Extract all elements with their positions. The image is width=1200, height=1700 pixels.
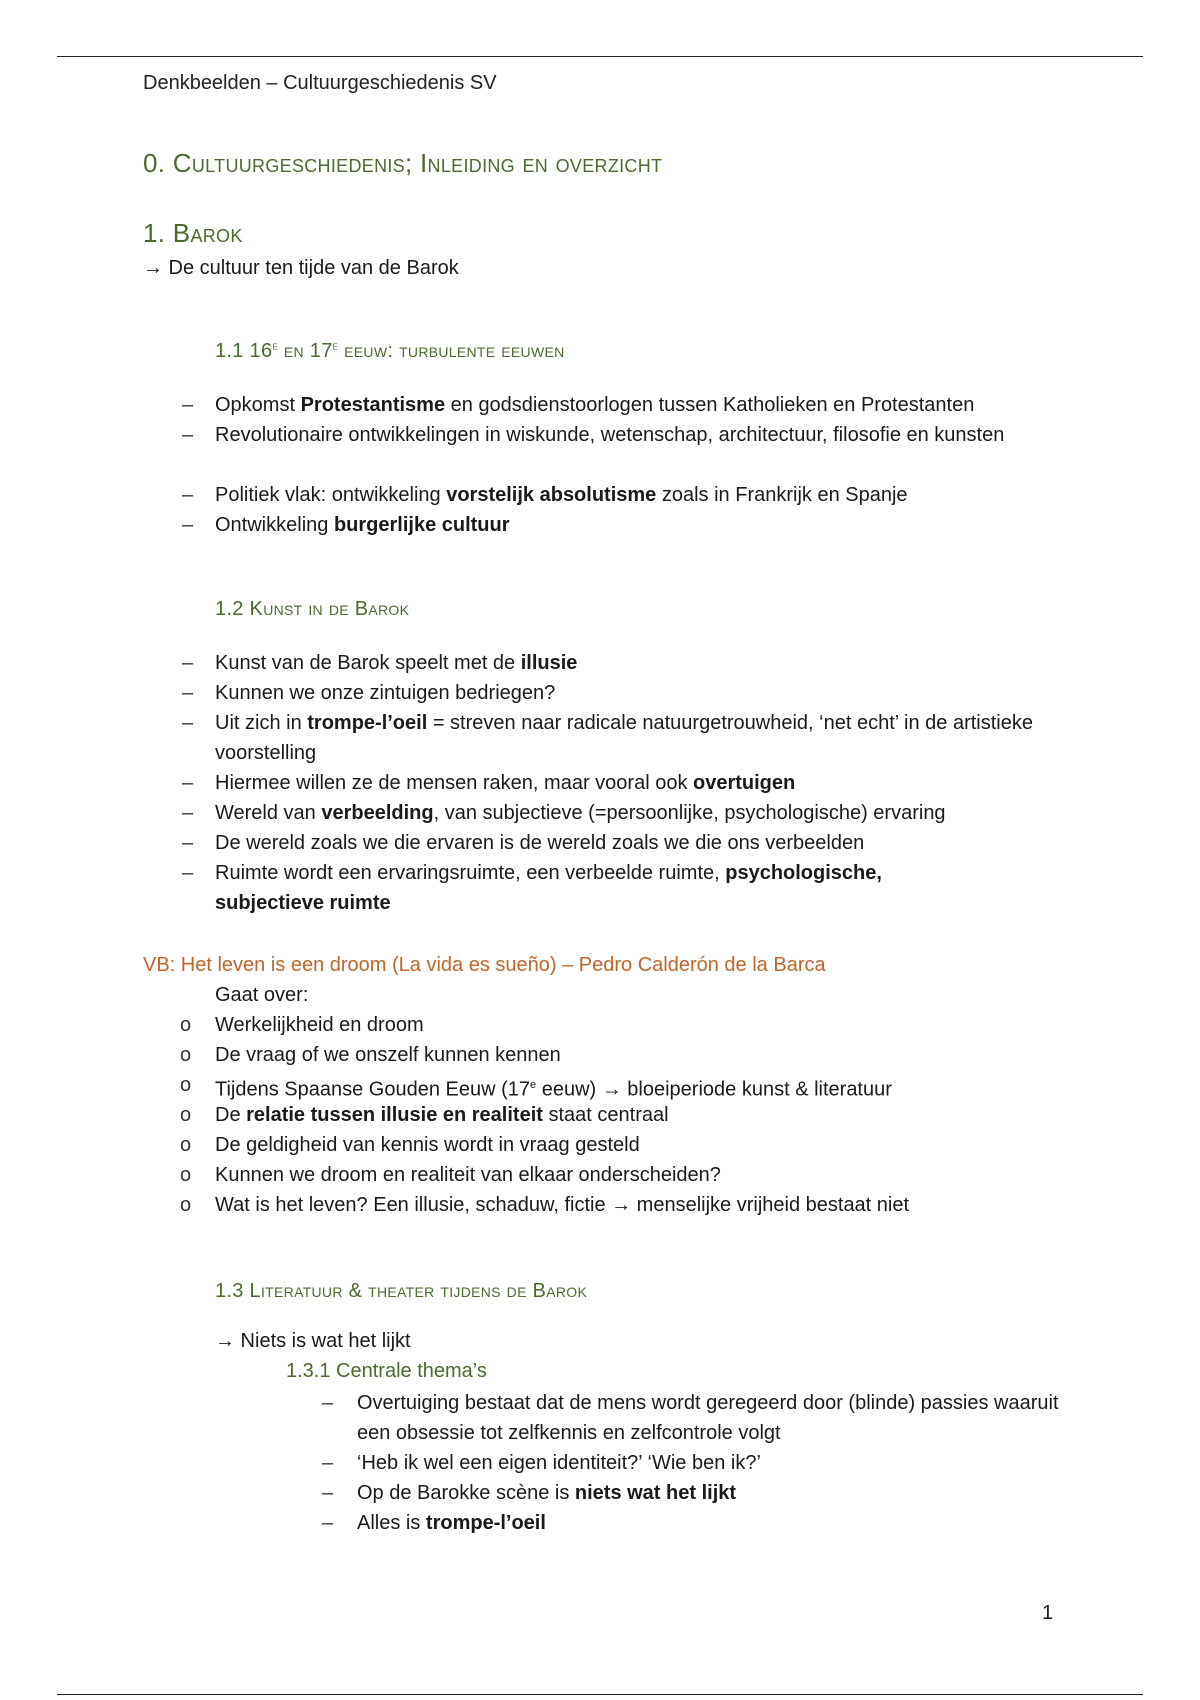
list-item: Kunst van de Barok speelt met de illusie [215,652,578,674]
list-item: Overtuiging bestaat dat de mens wordt geregeerd door (blinde) passies waaruit een obsessie tot zelfkennis en zelfcontrole volgt [357,1392,1059,1444]
list-item: ‘Heb ik wel een eigen identiteit?’ ‘Wie ben ik?’ [357,1452,761,1474]
heading-1: 1. Barok [143,218,243,248]
example-intro: Gaat over: [215,984,309,1006]
bullet-circle: o [180,1134,192,1156]
list-item: Werkelijkheid en droom [215,1014,424,1036]
heading-0: 0. Cultuurgeschiedenis; Inleiding en overzicht [143,148,663,178]
bottom-rule [57,1694,1143,1695]
bullet-dash: – [322,1452,334,1474]
page-number: 1 [1042,1602,1054,1624]
bullet-circle: o [180,1164,192,1186]
list-item: Ruimte wordt een ervaringsruimte, een verbeelde ruimte, psychologische, subjectieve ruimte [215,862,882,914]
bullet-dash: – [182,712,194,734]
list-item: Uit zich in trompe-l’oeil = streven naar radicale natuurgetrouwheid, ‘net echt’ in de artistieke voorstelling [215,712,1033,764]
list-item: Wereld van verbeelding, van subjectieve (=persoonlijke, psychologische) ervaring [215,802,946,824]
list-item: Ontwikkeling burgerlijke cultuur [215,514,510,536]
bullet-dash: – [322,1392,334,1414]
bullet-dash: – [182,682,194,704]
bullet-dash: – [182,772,194,794]
barok-intro: → De cultuur ten tijde van de Barok [143,257,459,279]
list-item: Hiermee willen ze de mensen raken, maar vooral ook overtuigen [215,772,796,794]
list-item: Revolutionaire ontwikkelingen in wiskunde, wetenschap, architectuur, filosofie en kunsten [215,424,1005,446]
heading-1-2: 1.2 Kunst in de Barok [215,598,410,620]
literature-intro: → Niets is wat het lijkt [215,1330,411,1352]
page-header: Denkbeelden – Cultuurgeschiedenis SV [143,72,497,94]
list-item: Kunnen we droom en realiteit van elkaar onderscheiden? [215,1164,721,1186]
bullet-dash: – [322,1482,334,1504]
list-item: De vraag of we onszelf kunnen kennen [215,1044,561,1066]
list-item: Alles is trompe-l’oeil [357,1512,546,1534]
top-rule [57,56,1143,57]
bullet-circle: o [180,1194,192,1216]
bullet-dash: – [182,424,194,446]
list-item: De geldigheid van kennis wordt in vraag gesteld [215,1134,640,1156]
bullet-dash: – [182,652,194,674]
bullet-dash: – [182,802,194,824]
list-item: De relatie tussen illusie en realiteit staat centraal [215,1104,669,1126]
list-item: Opkomst Protestantisme en godsdienstoorlogen tussen Katholieken en Protestanten [215,394,975,416]
example-title: VB: Het leven is een droom (La vida es sueño) – Pedro Calderón de la Barca [143,954,826,976]
list-item: Wat is het leven? Een illusie, schaduw, fictie → menselijke vrijheid bestaat niet [215,1194,910,1216]
bullet-dash: – [182,862,194,884]
bullet-circle: o [180,1104,192,1126]
bullet-dash: – [182,394,194,416]
heading-1-3: 1.3 Literatuur & theater tijdens de Barok [215,1280,588,1302]
list-item: Politiek vlak: ontwikkeling vorstelijk absolutisme zoals in Frankrijk en Spanje [215,484,908,506]
bullet-dash: – [322,1512,334,1534]
list-item: Kunnen we onze zintuigen bedriegen? [215,682,556,704]
list-item: De wereld zoals we die ervaren is de wereld zoals we die ons verbeelden [215,832,865,854]
bullet-dash: – [182,514,194,536]
list-item: Op de Barokke scène is niets wat het lijkt [357,1482,737,1504]
bullet-circle: o [180,1014,192,1036]
list-item: Tijdens Spaanse Gouden Eeuw (17e eeuw) → bloeiperiode kunst & literatuur [215,1078,892,1101]
bullet-dash: – [182,832,194,854]
bullet-circle: o [180,1044,192,1066]
heading-1-3-1: 1.3.1 Centrale thema’s [286,1360,487,1382]
bullet-dash: – [182,484,194,506]
heading-1-1: 1.1 16e en 17e eeuw: turbulente eeuwen [215,340,565,362]
bullet-circle: o [180,1074,192,1096]
